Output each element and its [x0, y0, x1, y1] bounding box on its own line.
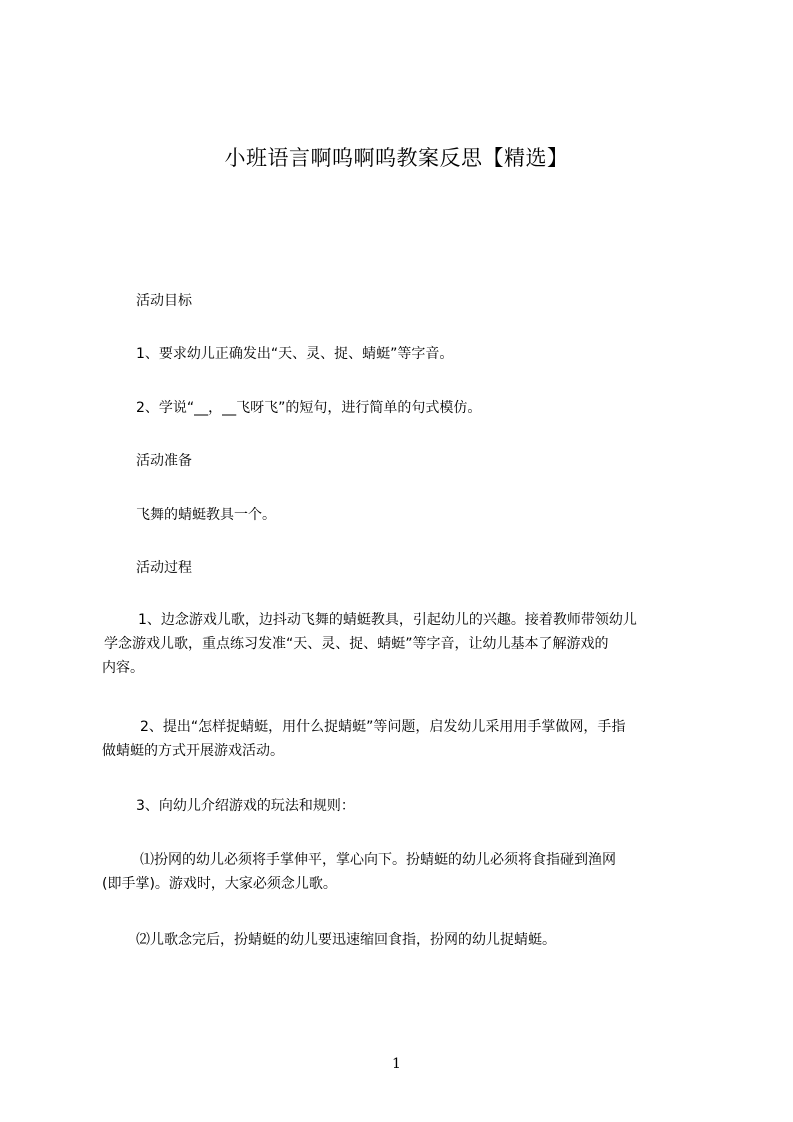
section-heading-process: 活动过程: [136, 560, 192, 576]
page-number: 1: [392, 1056, 401, 1072]
rule-1-line-1: ⑴扮网的幼儿必须将手掌伸平，掌心向下。扮蜻蜓的幼儿必须将食指碰到渔网: [140, 852, 616, 868]
rule-1-line-2: (即手掌)。游戏时，大家必须念儿歌。: [102, 876, 337, 892]
process-1-line-1: 1、边念游戏儿歌，边抖动飞舞的蜻蜓教具，引起幼儿的兴趣。接着教师带领幼儿: [138, 612, 637, 628]
preparation-item-1: 飞舞的蜻蜓教具一个。: [136, 507, 276, 523]
process-2-line-2: 做蜻蜓的方式开展游戏活动。: [102, 743, 284, 759]
process-paragraph-1: [102, 608, 674, 680]
document-title: 小班语言啊呜啊呜教案反思【精选】: [224, 146, 569, 170]
goal-item-1: 1、要求幼儿正确发出“天、灵、捉、蜻蜓”等字音。: [136, 346, 454, 362]
section-heading-goal: 活动目标: [136, 293, 192, 309]
process-1-line-2: 学念游戏儿歌，重点练习发准“天、灵、捉、蜻蜓”等字音，让幼儿基本了解游戏的: [104, 636, 609, 652]
goal-item-2: 2、学说“__，__飞呀飞”的短句，进行简单的句式模仿。: [136, 400, 482, 416]
rule-paragraph-1: [102, 848, 674, 896]
process-2-line-1: 2、提出“怎样捉蜻蜓，用什么捉蜻蜓”等问题，启发幼儿采用用手掌做网，手指: [140, 719, 626, 735]
process-1-line-3: 内容。: [102, 660, 144, 676]
section-heading-preparation: 活动准备: [136, 453, 192, 469]
process-paragraph-3: 3、向幼儿介绍游戏的玩法和规则：: [136, 798, 355, 814]
process-paragraph-2: [102, 715, 674, 763]
rule-paragraph-2: ⑵儿歌念完后，扮蜻蜓的幼儿要迅速缩回食指，扮网的幼儿捉蜻蜓。: [136, 932, 556, 948]
